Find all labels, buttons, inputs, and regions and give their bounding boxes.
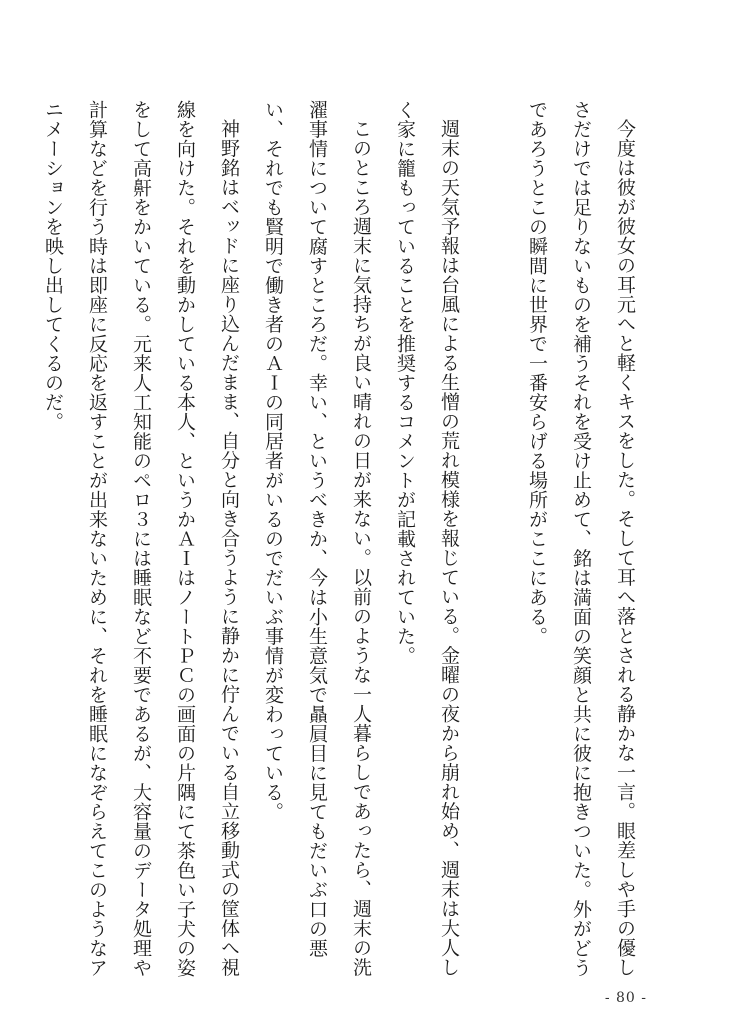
page-number: - 80 - (604, 990, 647, 1006)
paragraph: 週末の天気予報は台風による生憎の荒れ模様を報じている。金曜の夜から崩れ始め、週末は大人しく家に籠もっていることを推奨するコメントが記載されていた。 (394, 100, 460, 977)
paragraph: 今度は彼が彼女の耳元へと軽くキスをした。そして耳へ落とされる静かな一言。眼差しや手の優しさだけでは足りないものを補うそれを受け止めて、銘は満面の笑顔と共に彼に抱きついた。外がどうであろうとこの瞬間に世界で一番安らげる場所がここにある。 (526, 100, 636, 978)
paragraph: 神野銘はベッドに座り込んだまま、自分と向き合うように静かに佇んでいる自立移動式の筐体へ視線を向けた。それを動かしている本人、というかＡＩはノートＰＣの画面の片隅にて茶色い子犬の姿をして高鼾をかいている。元来人工知能のペロ３には睡眠など不要であるが、大容量のデータ処理や計算などを行う時は即座に反応を返すことが出来ないために、それを睡眠になぞらえてこのようなアニメーションを映し出してくるのだ。 (42, 100, 240, 978)
paragraph: このところ週末に気持ちが良い晴れの日が来ない。以前のような一人暮らしであったら、週末の洗濯事情について腐すところだ。幸い、というべきか、今は小生意気で贔屓目に見てもだいぶ口の悪い、それでも賢明で働き者のＡＩの同居者がいるのでだいぶ事情が変わっている。 (262, 100, 372, 977)
vertical-text-body (31, 100, 647, 980)
